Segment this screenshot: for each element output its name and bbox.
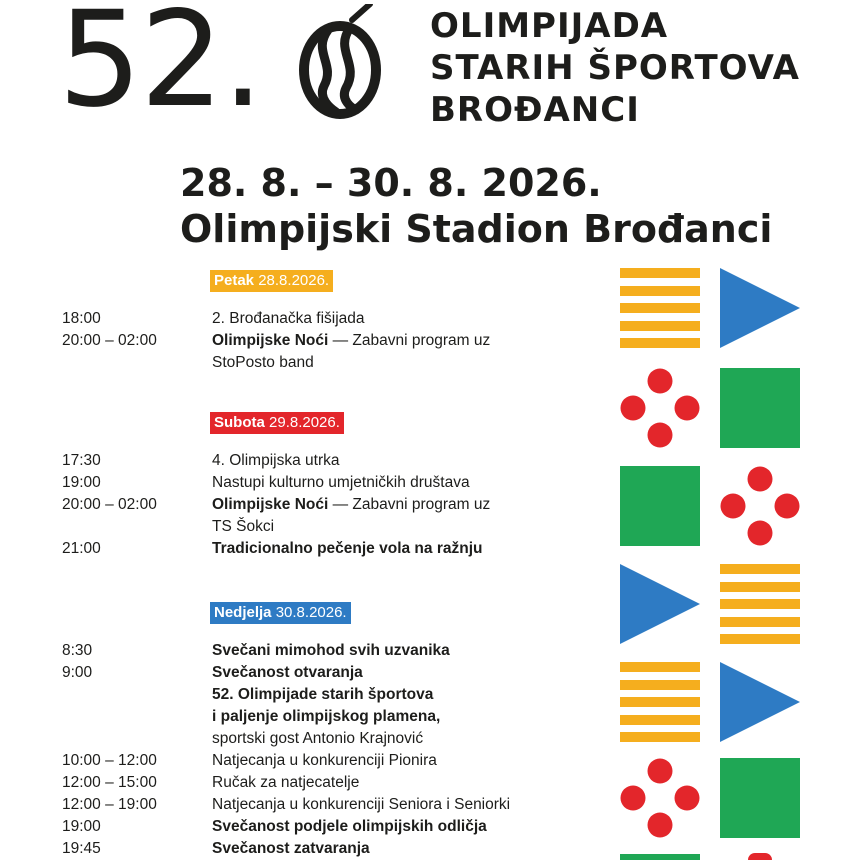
- event-description: [212, 838, 592, 860]
- event-text: 2. Brođanačka fišijada: [212, 310, 365, 327]
- event-description: [212, 516, 592, 538]
- green-square-icon: [720, 758, 800, 838]
- red-dots-icon: [620, 368, 700, 448]
- event-description: [212, 538, 592, 560]
- event-text: TS Šokci: [212, 518, 275, 535]
- blue-triangle-icon: [720, 268, 800, 348]
- event-time: 21:00: [62, 540, 101, 557]
- day-name: Nedjelja: [214, 604, 272, 621]
- olympiad-logo-icon: [290, 4, 400, 124]
- event-time: 19:45: [62, 840, 101, 857]
- green-square-icon: [720, 368, 800, 448]
- event-description: [212, 472, 592, 494]
- event-title: Olimpijske Noći: [212, 496, 329, 513]
- event-time: 20:00 – 02:00: [62, 332, 157, 349]
- event-description: [212, 494, 592, 516]
- event-description: [212, 816, 592, 838]
- title-line-3: BROĐANCI: [430, 90, 640, 130]
- day-label-subota: [210, 412, 344, 434]
- event-number: 52.: [58, 0, 262, 137]
- event-description: [212, 684, 592, 706]
- blue-triangle-icon: [720, 662, 800, 742]
- event-text: Nastupi kulturno umjetničkih društava: [212, 474, 470, 491]
- event-text: Natjecanja u konkurenciji Seniora i Seniorki: [212, 796, 511, 813]
- event-text: Svečani mimohod svih uzvanika: [212, 642, 450, 659]
- event-description: [212, 352, 592, 374]
- event-description: [212, 450, 592, 472]
- day-date: 30.8.2026.: [275, 604, 347, 621]
- event-time: 19:00: [62, 818, 101, 835]
- event-time: 17:30: [62, 452, 101, 469]
- event-time: 8:30: [62, 642, 93, 659]
- event-text: Ručak za natjecatelje: [212, 774, 360, 791]
- event-time: 9:00: [62, 664, 93, 681]
- event-venue: Olimpijski Stadion Brođanci: [180, 207, 773, 251]
- event-description: [212, 728, 592, 750]
- event-text: Tradicionalno pečenje vola na ražnju: [212, 540, 483, 557]
- red-dots-icon: [720, 466, 800, 546]
- event-text: Svečanost otvaranja: [212, 664, 363, 681]
- day-date: 29.8.2026.: [269, 414, 340, 431]
- event-detail: — Zabavni program uz: [328, 496, 491, 513]
- event-detail: — Zabavni program uz: [328, 332, 491, 349]
- event-time: 18:00: [62, 310, 101, 327]
- event-description: [212, 308, 592, 330]
- day-name: Petak: [214, 272, 255, 289]
- blue-triangle-icon: [620, 564, 700, 644]
- event-description: [212, 772, 592, 794]
- title-line-1: OLIMPIJADA: [430, 6, 669, 46]
- event-text: Svečanost podjele olimpijskih odličja: [212, 818, 487, 835]
- event-time: 20:00 – 02:00: [62, 496, 157, 513]
- event-text: Svečanost zatvaranja: [212, 840, 370, 857]
- event-title: Olimpijske Noći: [212, 332, 329, 349]
- day-date: 28.8.2026.: [258, 272, 330, 289]
- event-time: 12:00 – 15:00: [62, 774, 157, 791]
- event-description: [212, 640, 592, 662]
- event-text: Natjecanja u konkurenciji Pionira: [212, 752, 437, 769]
- event-text: 4. Olimpijska utrka: [212, 452, 340, 469]
- green-square-icon: [620, 854, 700, 860]
- event-text: sportski gost Antonio Krajnović: [212, 730, 424, 747]
- orange-stripes-icon: [620, 662, 700, 742]
- event-description: [212, 662, 592, 684]
- event-text: StoPosto band: [212, 354, 314, 371]
- green-square-icon: [620, 466, 700, 546]
- orange-stripes-icon: [620, 268, 700, 348]
- day-label-petak: [210, 270, 333, 292]
- event-time: 12:00 – 19:00: [62, 796, 157, 813]
- event-dates: 28. 8. – 30. 8. 2026.: [180, 161, 602, 205]
- day-name: Subota: [214, 414, 265, 431]
- event-time: 10:00 – 12:00: [62, 752, 157, 769]
- event-description: [212, 706, 592, 728]
- red-dots-icon: [748, 853, 772, 860]
- event-time: 19:00: [62, 474, 101, 491]
- day-label-nedjelja: [210, 602, 351, 624]
- orange-stripes-icon: [720, 564, 800, 644]
- title-line-2: STARIH ŠPORTOVA: [430, 48, 800, 88]
- event-text: 52. Olimpijade starih športova: [212, 686, 434, 703]
- event-description: [212, 750, 592, 772]
- event-text: i paljenje olimpijskog plamena,: [212, 708, 441, 725]
- red-dots-icon: [620, 758, 700, 838]
- event-description: [212, 794, 592, 816]
- event-description: [212, 330, 592, 352]
